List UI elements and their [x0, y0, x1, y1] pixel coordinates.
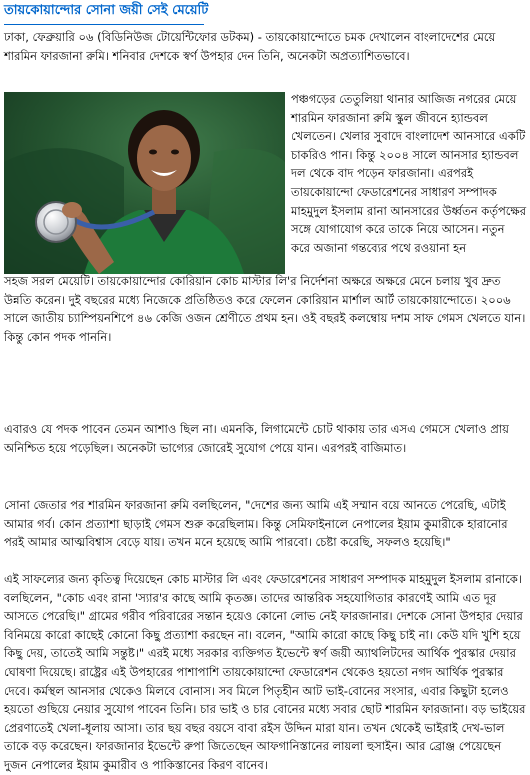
article-paragraph-luck: এবারও যে পদক পাবেন তেমন আশাও ছিল না। এমনকি, লিগামেন্টে চোট থাকায় তার এসএ গেমসে খেলাও প্রায় অনিশ্চিত হয়ে পড়েছিল। অনেকটা ভাগ্যের জোরেই সুযোগ পেয়ে যান। এরপরই বাজিমাত। [4, 422, 509, 455]
article-side-text: পঞ্চগড়ের তেতুলিয়া থানার আজিজ নগরের মেয়ে শারমিন ফারজানা রুমি স্কুল জীবনে হ্যান্ডবল খেলতেন। খেলার সুবাদে বাংলাদেশ আনসারে একটি চাকরিও পান। কিন্তু ২০০৪ সালে আনসার হ্যান্ডবল দল থেকে বাদ পড়েন ফারজানা। এরপরই তায়কোয়ান্দো ফেডারেশনের সাধারণ সম্পাদক মাহমুদুল ইসলাম রানা আনসারের উর্ধ্বতন কর্তৃপক্ষের সঙ্গে যোগাযোগ করে তাকে নিয়ে আসেন। নতুন করে অজানা গন্তব্যের পথে রওয়ানা হন [291, 92, 527, 255]
article-body: সহজ সরল মেয়েটি। তায়কোয়ান্দোর কোরিয়ান কোচ মাস্টার লি'র নির্দেশনা অক্ষরে অক্ষরে মেনে চলায় খুব দ্রুত উন্নতি করেন। দুই বছরের মধ্যে নিজেকে প্রতিষ্ঠিতও করে ফেলেন কোরিয়ান মার্শাল আর্ট তায়কোয়ান্দোতে। ২০০৬ সালে জাতীয় চ্যাম্পিয়নশিপে ৪৬ কেজি ওজন শ্রেণীতে প্রথম হন। ওই বছরই কলম্বোয় দশম সাফ গেমস খেলতে যান। কিন্তু কোন পদক পাননি। [4, 274, 526, 344]
article-headline: তায়কোয়ান্দোর সোনা জয়ী সেই মেয়েটি [4, 3, 209, 18]
article-closing: এরই মধ্যে সরকার ব্যক্তিগত ইভেন্টে স্বর্ণ জয়ী অ্যাথলিটদের আর্থিক পুরস্কার দেয়ার ঘোষণা দিয়েছে। রাষ্ট্রের এই উপহারের পাশাপাশি তায়কোয়ান্দো ফেডারেশন থেকেও হয়তো নগদ আর্থিক পুরস্কার দেবে। কর্মস্থল আনসার থেকেও মিলবে বোনাস। সব মিলে পিতৃহীন আট ভাই-বোনের সংসার, এবার কিছুটা হলেও হয়তো গুছিয়ে নেয়ার সুযোগ পাবেন তিনি। চার ভাই ও চার বোনের মধ্যে সবার ছোট শারমিন ফারজানা। বড় ভাইয়ের প্রেরণাতেই খেলা-ধূলায় আসা। তার ছয় বছর বয়সে বাবা রইস উদ্দিন মারা যান। তখন থেকেই ভাইরাই দেখ-ভাল তাকে বড় করেছেন। ফারজানার ইভেন্টে রুপা জিতেছেন আফগানিস্তানের লায়লা হুসাইন। আর ব্রোঞ্জ পেয়েছেন দুজন নেপালের ইয়াম কুমারীব ও পাকিস্তানের কিরণ বানেব। [4, 646, 526, 772]
headline-underline [4, 24, 204, 25]
athlete-with-medal-photo [4, 92, 285, 274]
article-intro: ঢাকা, ফেব্রুয়ারি ০৬ (বিডিনিউজ টোয়েন্টিফোর ডটকম) - তায়কোয়ান্দোতে চমক দেখালেন বাংলাদেশের মেয়ে শারমিন ফারজানা রুমি। শনিবার দেশকে স্বর্ণ উপহার দেন তিনি, অনেকটা অপ্রত্যাশিতভাবে। [4, 30, 496, 63]
article-quote: সোনা জেতার পর শারমিন ফারজানা রুমি বলছিলেন, "দেশের জন্য আমি এই সম্মান বয়ে আনতে পেরেছি, এটাই আমার গর্ব। কোন প্রত্যাশা ছাড়াই গেমস শুরু করেছিলাম। কিন্তু সেমিফাইনালে নেপালের ইয়াম কুমারীকে হারানোর পরই আমার আত্মবিশ্বাস বেড়ে যায়। তখন মনে হয়েছে আমি পারবো। চেষ্টা করেছি, সফলও হয়েছি।" [4, 498, 508, 550]
article-credit-and-closing: এই সাফল্যের জন্য কৃতিত্ব দিয়েছেন কোচ মাস্টার লি এবং ফেডারেশনের সাধারণ সম্পাদক মাহমুদুল ইসলাম রানাকে। বলছিলেন, "কোচ এবং রানা 'স্যার'র কাছে আমি কৃতজ্ঞ। তাদের আন্তরিক সহযোগিতার কারণেই আমি এত দূর আসতে পেরেছি।" গ্রামের গরীব পরিবারের সন্তান হয়েও কোনো লোভ নেই ফারজানার। দেশকে সোনা উপহার দেয়ার বিনিময়ে কারো কাছেই কোনো কিছু প্রত্যাশা করছেন না। বলেন, "আমি কারো কাছে কিছু চাই না। কেউ যদি খুশি হয়ে কিছু দেয়, তাতেই আমি সন্তুষ্ট।" এরই মধ্যে সরকার ব্যক্তিগত ইভেন্টে স্বর্ণ জয়ী অ্যাথলিটদের আর্থিক পুরস্কার দেয়ার ঘোষণা দিয়েছে। রাষ্ট্রের এই উপহারের পাশাপাশি তায়কোয়ান্দো ফেডারেশন থেকেও হয়তো নগদ আর্থিক পুরস্কার দেবে। কর্মস্থল আনসার থেকেও মিলবে বোনাস। সব মিলে পিতৃহীন আট ভাই-বোনের সংসার, এবার কিছুটা হলেও হয়তো গুছিয়ে নেয়ার সুযোগ পাবেন তিনি। চার ভাই ও চার বোনের মধ্যে সবার ছোট শারমিন ফারজানা। বড় ভাইয়ের প্রেরণাতেই খেলা-ধূলায় আসা। তার ছয় বছর বয়সে বাবা রইস উদ্দিন মারা যান। তখন থেকেই ভাইরাই দেখ-ভাল তাকে বড় করেছেন। ফারজানার ইভেন্টে রুপা জিতেছেন আফগানিস্তানের লায়লা হুসাইন। আর ব্রোঞ্জ পেয়েছেন দুজন নেপালের ইয়াম কুমারীব ও পাকিস্তানের কিরণ বানেব। [4, 572, 526, 772]
